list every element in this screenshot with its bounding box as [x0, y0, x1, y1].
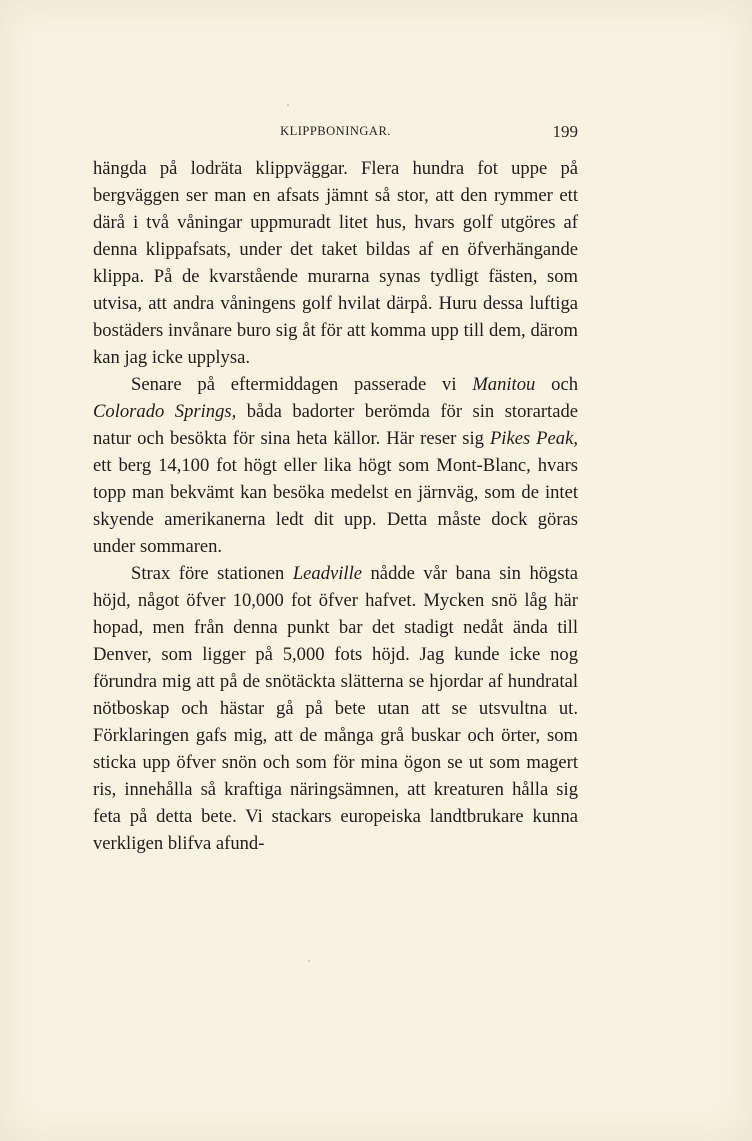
text-run: nådde vår bana sin högsta höjd, något öfver 10,000 fot öfver hafvet. Mycken snö låg här hopad, men från denna punkt bar det stadigt nedåt ända till Denver, som ligger på 5,000 fots höjd. Jag kunde icke nog förundra mig att på de snötäckta slätterna se hjordar af hundratal nötboskap och hästar gå på bete utan att se utsvultna ut. Förklaringen gafs mig, att de många grå buskar och örter, som sticka upp öfver snön och som för mina ögon se ut som magert ris, innehålla så kraftiga näringsämnen, att kreaturen hålla sig feta på detta bete. Vi stackars europeiska landtbrukare kunna verkligen blifva afund-: [93, 563, 578, 854]
page-header: [93, 122, 578, 142]
page-number: 199: [552, 122, 578, 141]
italic-place-name: Leadville: [292, 563, 363, 584]
italic-place-name: Pikes Peak,: [489, 428, 578, 449]
italic-place-name: Manitou: [472, 374, 536, 395]
running-head: KLIPPBONINGAR.: [280, 124, 391, 138]
body-text: [93, 155, 578, 857]
text-run: hängda på lodräta klippväggar. Flera hundra fot uppe på bergväggen ser man en afsats jämnt så stor, att den rymmer ett därå i två våningar uppmuradt litet hus, hvars golf utgöres af denna klippafsats, under det taket bildas af en öfverhängande klippa. På de kvarstående murarna synas tydligt fästen, som utvisa, att andra våningens golf hvilat därpå. Huru dessa luftiga bostäders invånare buro sig åt för att komma upp till dem, därom kan jag icke upplysa.: [93, 158, 578, 368]
paragraph: [93, 560, 578, 857]
paper-speck: [308, 960, 310, 962]
text-run: Senare på eftermiddagen passerade vi: [131, 374, 473, 395]
italic-place-name: Colorado Springs,: [93, 401, 237, 422]
text-run: och: [535, 374, 578, 395]
paragraph: [93, 371, 578, 560]
text-run: Strax före stationen: [131, 563, 293, 584]
paper-speck: [287, 104, 289, 106]
paragraph: [93, 155, 578, 371]
text-run: ett berg 14,100 fot högt eller lika högt som Mont-Blanc, hvars topp man bekvämt kan besöka medelst en järnväg, som de intet skyende amerikanerna ledt dit upp. Detta måste dock göras under sommaren.: [93, 455, 578, 557]
text-run: båda badorter berömda för sin storartade natur och besökta för sina heta källor. Här reser sig: [93, 401, 578, 449]
